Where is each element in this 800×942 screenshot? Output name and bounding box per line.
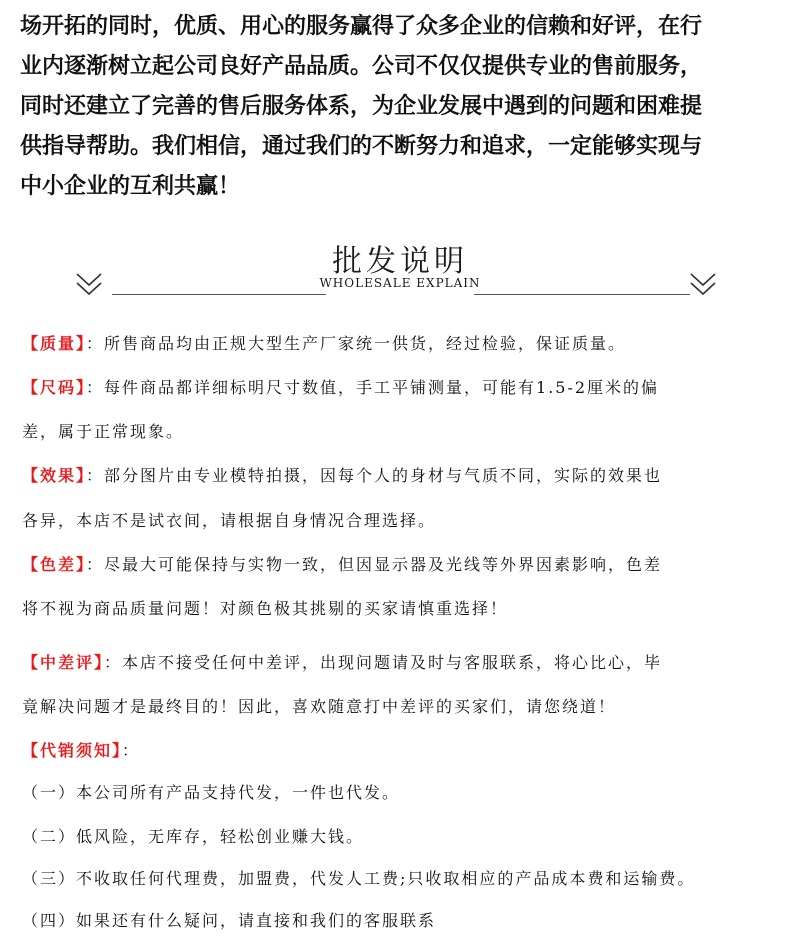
- rule-text: ：: [122, 741, 141, 760]
- rule-dropship: [22, 738, 140, 761]
- double-chevron-down-icon: [74, 270, 104, 300]
- rule-tag: 【中差评】: [22, 653, 105, 672]
- rule-tag: 【尺码】: [22, 378, 87, 397]
- section-title: 批发说明: [332, 244, 468, 279]
- dropship-item: （一）本公司所有产品支持代发，一件也代发。: [22, 783, 401, 802]
- divider-left: [112, 294, 326, 295]
- rule-quality: [22, 331, 626, 354]
- divider-right: [474, 294, 690, 295]
- rule-size-cont: [22, 419, 184, 442]
- rule-text: 差，属于正常现象。: [22, 422, 185, 441]
- dropship-item: （三）不收取任何代理费，加盟费，代发人工费;只收取相应的产品成本费和运输费。: [22, 869, 696, 888]
- rule-text: ：所售商品均由正规大型生产厂家统一供货，经过检验，保证质量。: [86, 334, 627, 353]
- wholesale-section-header: [0, 232, 800, 312]
- rule-tag: 【代销须知】: [22, 741, 123, 760]
- rule-tag: 【色差】: [22, 555, 87, 574]
- section-subtitle: WHOLESALE EXPLAIN: [319, 276, 481, 290]
- intro-line: 同时还建立了完善的售后服务体系，为企业发展中遇到的问题和困难提: [20, 94, 703, 119]
- rule-color: [22, 552, 662, 575]
- intro-line: 业内逐渐树立起公司良好产品品质。公司不仅仅提供专业的售前服务，: [20, 54, 703, 79]
- rule-effect-cont: [22, 508, 436, 531]
- dropship-item: （四）如果还有什么疑问，请直接和我们的客服联系: [22, 911, 437, 930]
- rule-review-cont: [22, 694, 616, 717]
- dropship-item: （二）低风险，无库存，轻松创业赚大钱。: [22, 827, 365, 846]
- rule-size: [22, 375, 659, 398]
- rule-tag: 【质量】: [22, 334, 87, 353]
- intro-line: 中小企业的互利共赢！: [20, 174, 241, 199]
- rule-text: ：本店不接受任何中差评，出现问题请及时与客服联系，将心比心，毕: [104, 653, 663, 672]
- intro-line: 供指导帮助。我们相信，通过我们的不断努力和追求，一定能够实现与: [20, 134, 703, 159]
- rule-text: 各异，本店不是试衣间，请根据自身情况合理选择。: [22, 511, 437, 530]
- intro-paragraph: [20, 0, 785, 207]
- rule-text: 竟解决问题才是最终目的！因此，喜欢随意打中差评的买家们，请您绕道！: [22, 697, 617, 716]
- rule-text: 将不视为商品质量问题！对颜色极其挑剔的买家请慎重选择！: [22, 599, 509, 618]
- rule-text: ：尽最大可能保持与实物一致，但因显示器及光线等外界因素影响，色差: [86, 555, 663, 574]
- rule-tag: 【效果】: [22, 466, 87, 485]
- double-chevron-down-icon: [688, 270, 718, 300]
- rule-text: ：部分图片由专业模特拍摄，因每个人的身材与气质不同，实际的效果也: [86, 466, 663, 485]
- rule-review: [22, 650, 662, 673]
- intro-line: 场开拓的同时，优质、用心的服务赢得了众多企业的信赖和好评，在行: [20, 14, 703, 39]
- rule-text: ：每件商品都详细标明尺寸数值，手工平铺测量，可能有1.5-2厘米的偏: [86, 378, 660, 397]
- rule-color-cont: [22, 596, 508, 619]
- rule-effect: [22, 463, 662, 486]
